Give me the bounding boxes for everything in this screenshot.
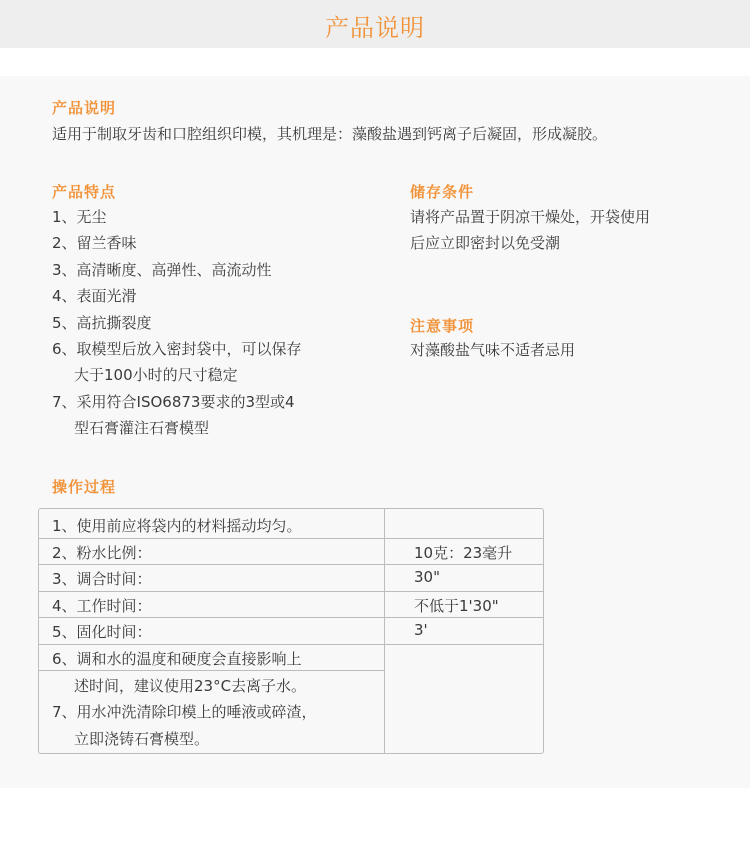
feature-item: 6、取模型后放入密封袋中，可以保存: [52, 340, 302, 358]
feature-item: 1、无尘: [52, 208, 107, 226]
process-step-label: 7、用水冲洗清除印模上的唾液或碎渣，: [52, 703, 317, 721]
storage-text: 请将产品置于阴凉干燥处，开袋使用: [410, 208, 651, 226]
storage-heading: 储存条件: [410, 183, 475, 201]
feature-item: 4、表面光滑: [52, 287, 137, 305]
table-divider: [384, 509, 385, 753]
process-step-value: 不低于1'30": [414, 597, 499, 615]
page-title: 产品说明: [325, 14, 425, 42]
description-heading: 产品说明: [52, 99, 117, 117]
process-step-label: 6、调和水的温度和硬度会直接影响上: [52, 650, 302, 668]
process-step-label: 5、固化时间：: [52, 623, 152, 641]
table-divider: [39, 670, 384, 671]
feature-item: 2、留兰香味: [52, 234, 137, 252]
process-step-value: 10克：23毫升: [414, 544, 513, 562]
process-step-label: 1、使用前应将袋内的材料摇动均匀。: [52, 517, 302, 535]
table-divider: [39, 538, 543, 539]
notes-text: 对藻酸盐气味不适者忌用: [410, 341, 576, 359]
feature-item: 3、高清晰度、高弹性、高流动性: [52, 261, 272, 279]
description-text: 适用于制取牙齿和口腔组织印模，其机理是：藻酸盐遇到钙离子后凝固，形成凝胶。: [52, 125, 608, 143]
process-heading: 操作过程: [52, 478, 117, 496]
process-step-value: 3': [414, 621, 428, 639]
table-divider: [39, 644, 543, 645]
table-divider: [39, 591, 543, 592]
process-step-label: 4、工作时间：: [52, 597, 152, 615]
process-step-label: 3、调合时间：: [52, 570, 152, 588]
feature-item: 7、采用符合ISO6873要求的3型或4: [52, 393, 295, 411]
feature-item: 5、高抗撕裂度: [52, 314, 152, 332]
notes-heading: 注意事项: [410, 317, 475, 335]
feature-item-continued: 大于100小时的尺寸稳定: [74, 366, 238, 384]
table-divider: [39, 564, 543, 565]
table-divider: [39, 617, 543, 618]
storage-text: 后应立即密封以免受潮: [410, 234, 561, 252]
feature-item-continued: 型石膏灌注石膏模型: [74, 419, 210, 437]
process-step-label: 2、粉水比例：: [52, 544, 152, 562]
process-step-value: 30": [414, 568, 440, 586]
process-step-label-continued: 述时间，建议使用23°C去离子水。: [74, 677, 307, 695]
features-heading: 产品特点: [52, 183, 117, 201]
process-step-label-continued: 立即浇铸石膏模型。: [74, 730, 210, 748]
process-table: [38, 508, 544, 754]
